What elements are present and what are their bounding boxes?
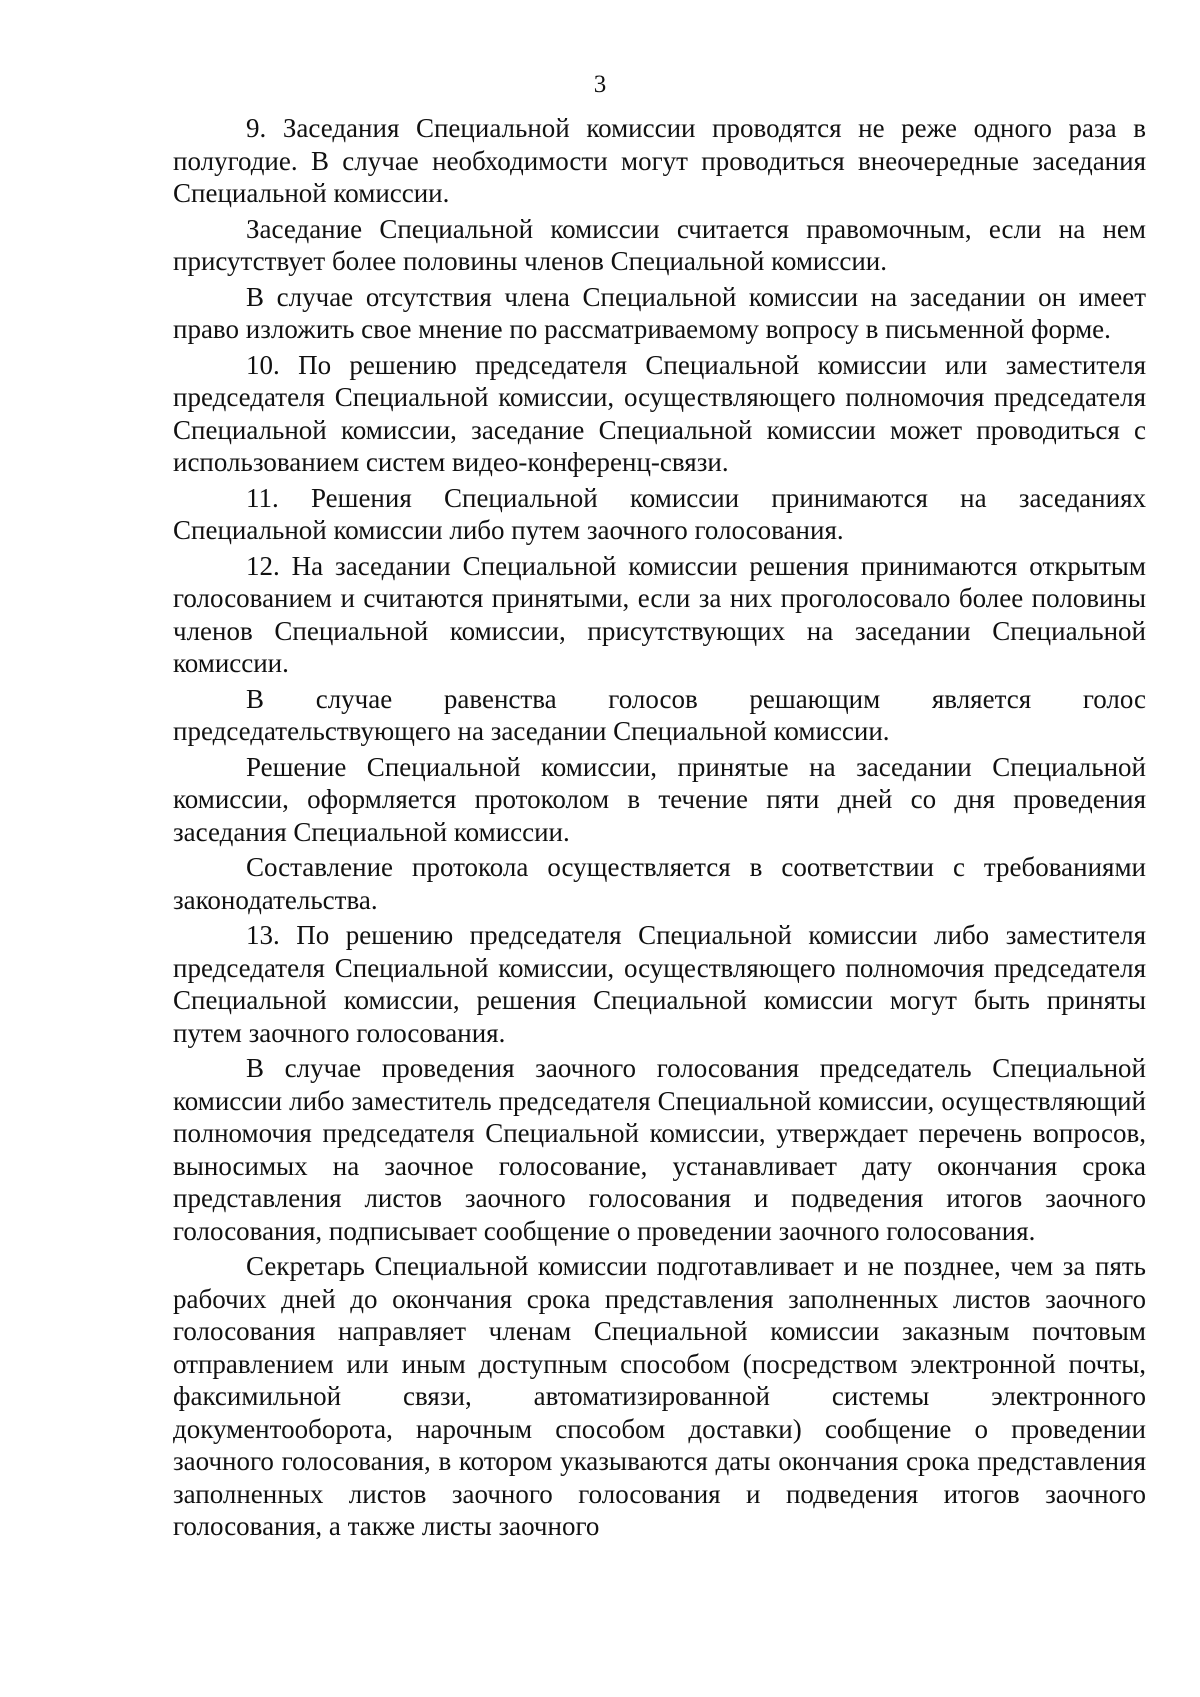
paragraph-9: 9. Заседания Специальной комиссии проводятся не реже одного раза в полугодие. В случае необходимости могут проводиться внеочередные заседания Специальной комиссии. bbox=[173, 113, 1146, 208]
paragraph-10: 10. По решению председателя Специальной комиссии или заместителя председателя Специальной комиссии, осуществляющего полномочия председателя Специальной комиссии, заседание Специальной комиссии может проводиться с использованием систем видео-конференц-связи. bbox=[173, 349, 1146, 477]
paragraph-protocol-requirements: Составление протокола осуществляется в соответствии с требованиями законодательства. bbox=[173, 852, 1146, 915]
paragraph-12: 12. На заседании Специальной комиссии решения принимаются открытым голосованием и считаются принятыми, если за них проголосовало более половины членов Специальной комиссии, присутствующих на заседании Специальной комиссии. bbox=[173, 550, 1146, 678]
paragraph-tie-vote: В случае равенства голосов решающим является голос председательствующего на заседании Специальной комиссии. bbox=[173, 683, 1146, 746]
paragraph-protocol: Решение Специальной комиссии, принятые на заседании Специальной комиссии, оформляется протоколом в течение пяти дней со дня проведения заседания Специальной комиссии. bbox=[173, 751, 1146, 847]
paragraph-quorum: Заседание Специальной комиссии считается правомочным, если на нем присутствует более половины членов Специальной комиссии. bbox=[173, 213, 1146, 276]
document-body bbox=[173, 112, 1146, 1546]
paragraph-absence-opinion: В случае отсутствия члена Специальной комиссии на заседании он имеет право изложить свое мнение по рассматриваемому вопросу в письменной форме. bbox=[173, 281, 1146, 344]
paragraph-11: 11. Решения Специальной комиссии принимаются на заседаниях Специальной комиссии либо путем заочного голосования. bbox=[173, 482, 1146, 545]
paragraph-13: 13. По решению председателя Специальной комиссии либо заместителя председателя Специальной комиссии, осуществляющего полномочия председателя Специальной комиссии, решения Специальной комиссии могут быть приняты путем заочного голосования. bbox=[173, 920, 1146, 1048]
paragraph-secretary-duties: Секретарь Специальной комиссии подготавливает и не позднее, чем за пять рабочих дней до окончания срока представления заполненных листов заочного голосования направляет членам Специальной комиссии заказным почтовым отправлением или иным доступным способом (посредством электронной почты, факсимильной связи, автоматизированной системы электронного документооборота, нарочным способом доставки) сообщение о проведении заочного голосования, в котором указываются даты окончания срока представления заполненных листов заочного голосования и подведения итогов заочного голосования, а также листы заочного bbox=[173, 1251, 1146, 1541]
page-number: 3 bbox=[593, 71, 607, 98]
paragraph-absentee-vote-procedure: В случае проведения заочного голосования председатель Специальной комиссии либо заместитель председателя Специальной комиссии, осуществляющий полномочия председателя Специальной комиссии, утверждает перечень вопросов, выносимых на заочное голосование, устанавливает дату окончания срока представления листов заочного голосования и подведения итогов заочного голосования, подписывает сообщение о проведении заочного голосования. bbox=[173, 1053, 1146, 1246]
